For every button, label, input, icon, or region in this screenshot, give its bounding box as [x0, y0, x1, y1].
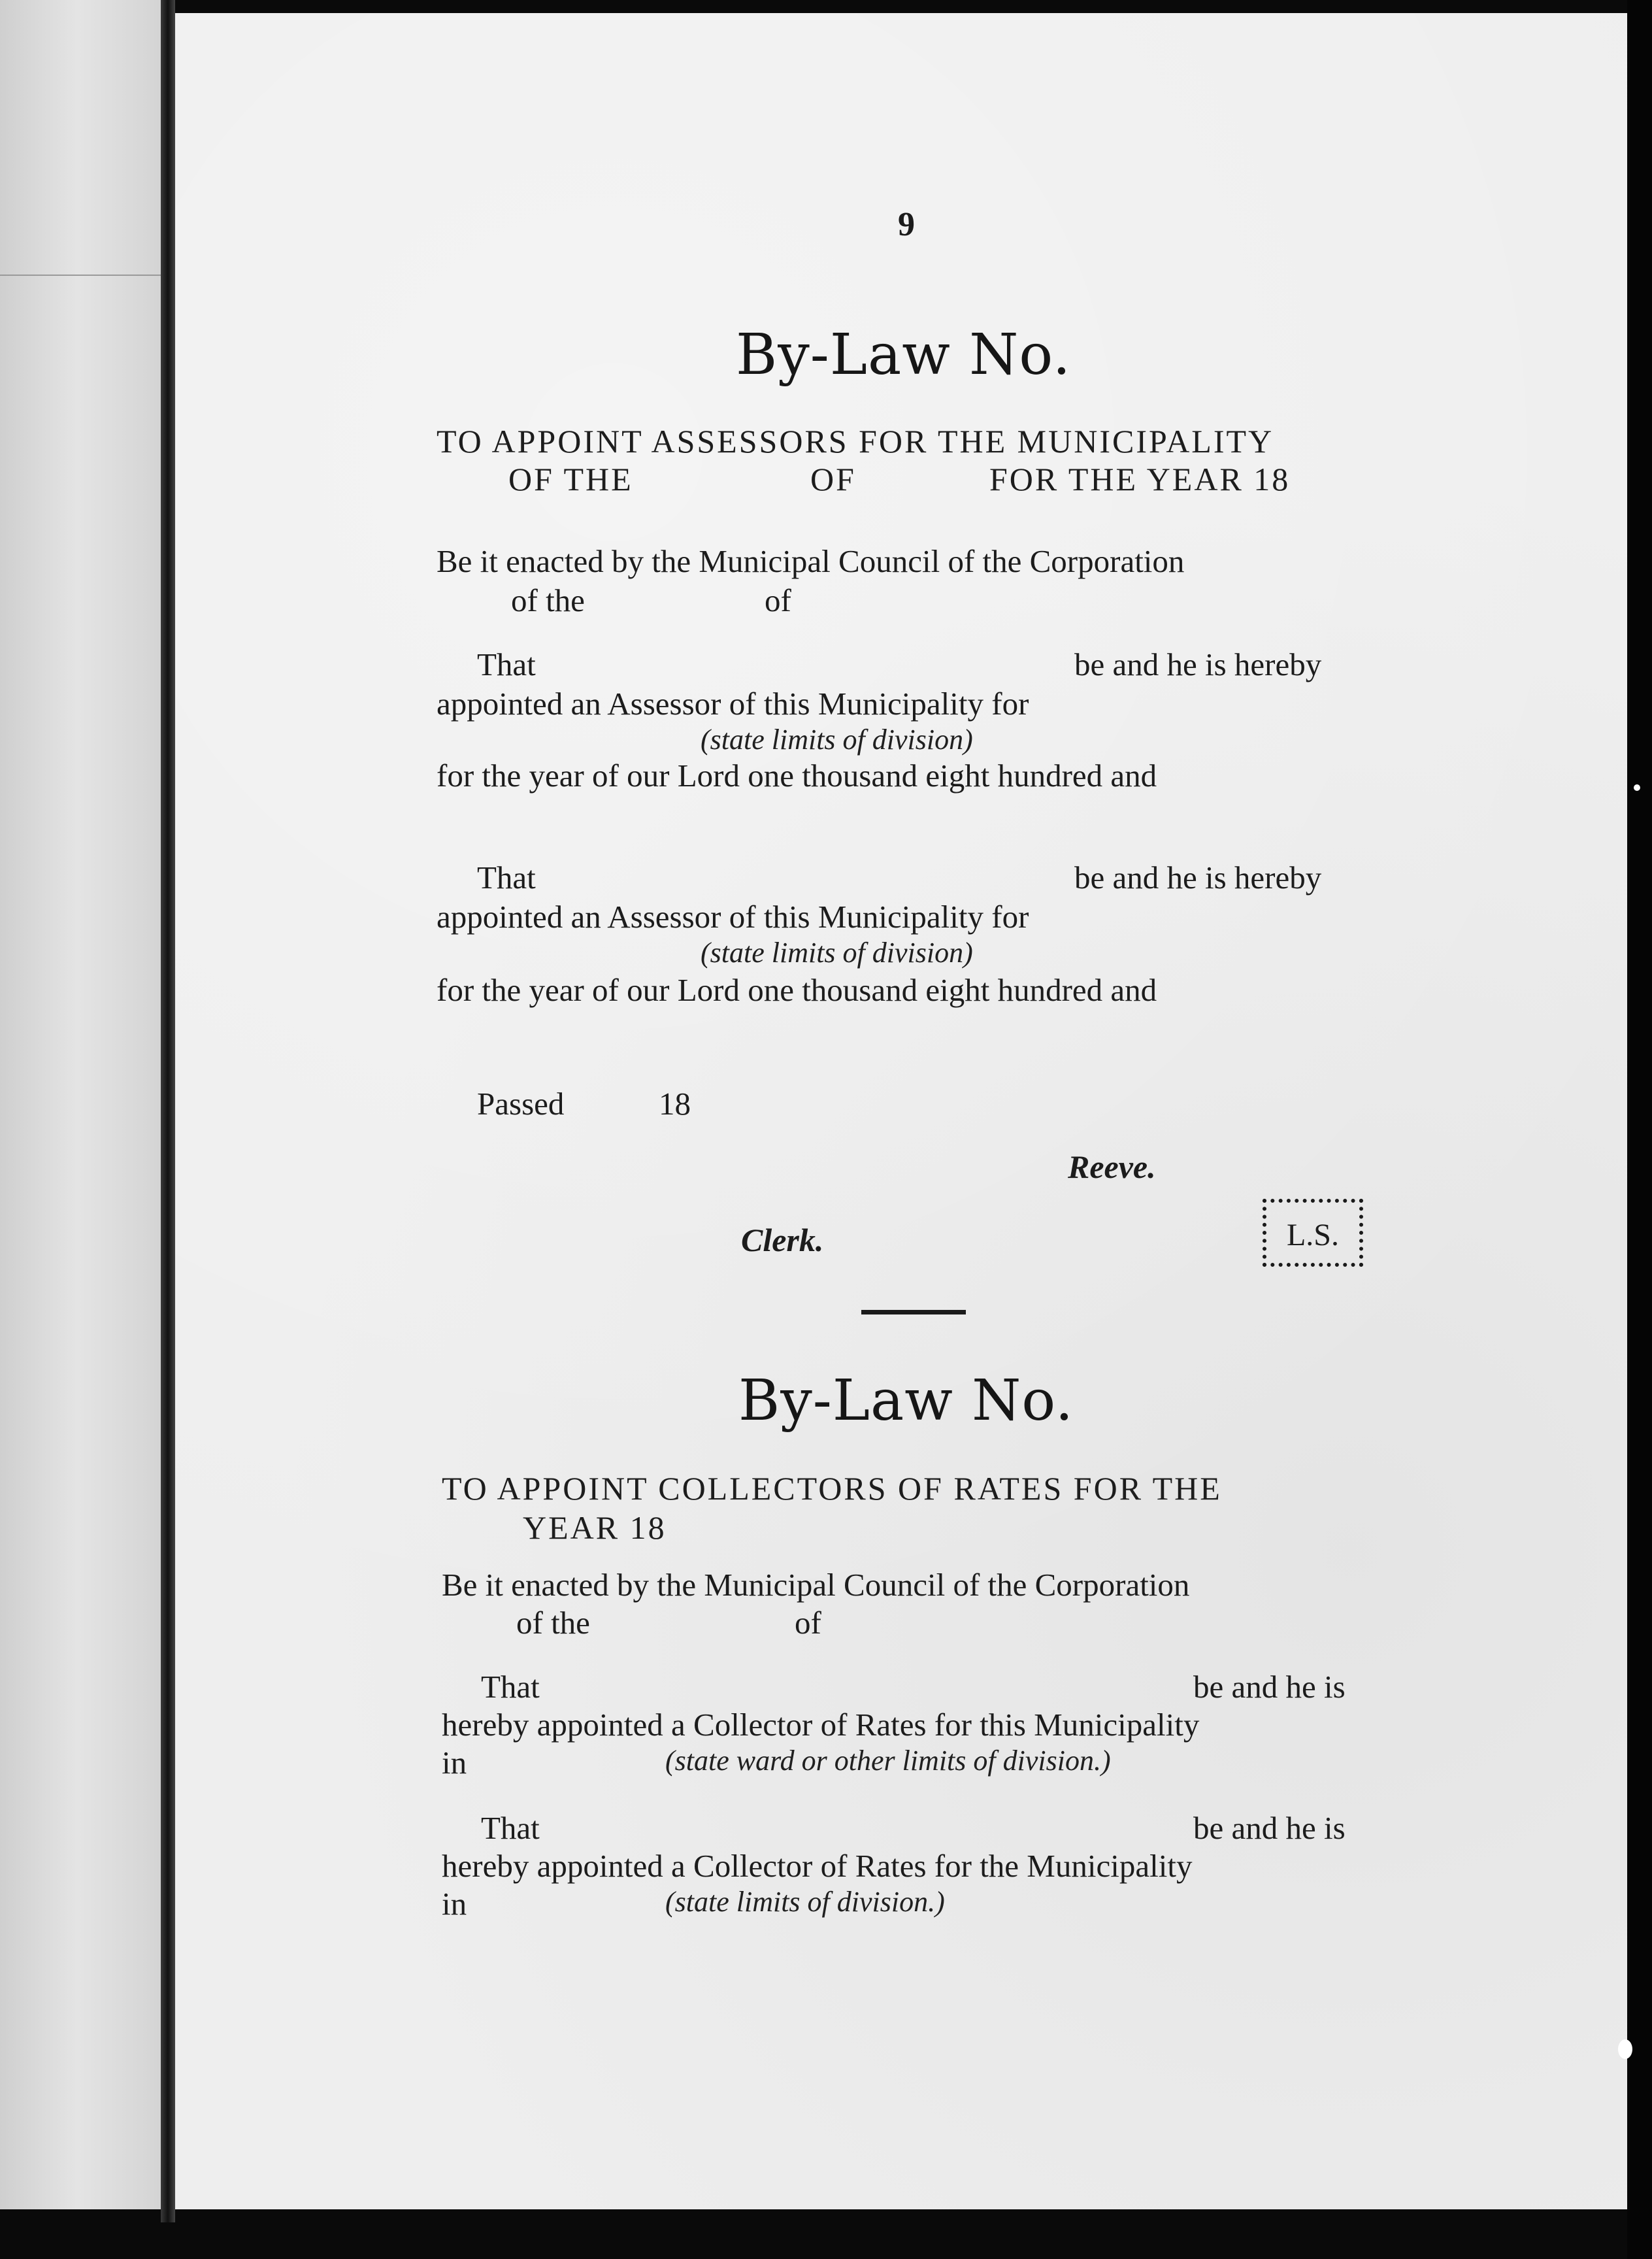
bylaw-assessors-heading: By-Law No. — [736, 322, 1072, 388]
assessor-clause1-note: (state limits of division) — [701, 724, 973, 756]
assessor-clause2-hereby: be and he is hereby — [1074, 860, 1322, 895]
bylaw-collectors-enact-of-the: of the — [516, 1605, 590, 1641]
assessor-clause1-hereby: be and he is hereby — [1074, 646, 1322, 682]
collector-clause1-in: in — [442, 1745, 467, 1781]
bylaw-collectors-heading: By-Law No. — [738, 1368, 1074, 1433]
assessor-clause2-year: for the year of our Lord one thousand eight hundred and — [437, 972, 1157, 1008]
collector-clause2-in: in — [442, 1886, 467, 1922]
assessor-clause1-appointed: appointed an Assessor of this Municipality for — [437, 686, 1029, 722]
passed-year: 18 — [659, 1086, 691, 1122]
assessor-clause2-that: That — [477, 860, 536, 895]
collector-clause1-that: That — [481, 1669, 540, 1705]
collector-clause2-appointed: hereby appointed a Collector of Rates for the Municipality — [442, 1848, 1193, 1884]
bylaw-collectors-title-line1: TO APPOINT COLLECTORS OF RATES FOR THE — [442, 1470, 1222, 1507]
scan-speck — [1618, 2039, 1632, 2059]
collector-clause1-hereby: be and he is — [1193, 1669, 1346, 1705]
bylaw-collectors-enact-of: of — [795, 1605, 821, 1641]
seal-label: L.S. — [1286, 1218, 1339, 1252]
collector-clause1-appointed: hereby appointed a Collector of Rates for this Municipality — [442, 1707, 1200, 1743]
scan-speck — [1634, 784, 1640, 791]
collector-clause2-note: (state limits of division.) — [665, 1886, 945, 1918]
bylaw-assessors-title-line1: TO APPOINT ASSESSORS FOR THE MUNICIPALITY — [437, 423, 1274, 460]
collector-clause2-hereby: be and he is — [1193, 1810, 1346, 1846]
seal-box — [1263, 1199, 1363, 1267]
bylaw-assessors-enact-line1: Be it enacted by the Municipal Council of the Corporation — [437, 543, 1185, 579]
bylaw-assessors-enact-of: of — [765, 582, 791, 618]
collector-clause2-that: That — [481, 1810, 540, 1846]
bylaw-assessors-title-of: OF — [810, 461, 856, 497]
right-scan-border — [1627, 0, 1652, 2259]
reeve-signature-label: Reeve. — [1068, 1148, 1156, 1185]
assessor-clause1-year: for the year of our Lord one thousand eight hundred and — [437, 758, 1157, 794]
bylaw-collectors-title-line2: YEAR 18 — [523, 1509, 667, 1546]
clerk-signature-label: Clerk. — [741, 1222, 824, 1258]
bylaw-assessors-enact-of-the: of the — [511, 582, 585, 618]
assessor-clause2-note: (state limits of division) — [701, 937, 973, 969]
section-divider — [861, 1310, 966, 1314]
binding-gutter — [161, 0, 175, 2222]
bylaw-assessors-title-of-the: OF THE — [508, 461, 633, 497]
page-number: 9 — [898, 206, 915, 243]
assessor-clause2-appointed: appointed an Assessor of this Municipality for — [437, 899, 1029, 935]
passed-label: Passed — [477, 1086, 565, 1122]
assessor-clause1-that: That — [477, 646, 536, 682]
facing-page-edge — [0, 0, 171, 2209]
collector-clause1-note: (state ward or other limits of division.) — [665, 1745, 1111, 1777]
bylaw-assessors-title-year: FOR THE YEAR 18 — [989, 461, 1291, 497]
facing-page-rule — [0, 275, 171, 276]
bylaw-collectors-enact-line1: Be it enacted by the Municipal Council of the Corporation — [442, 1567, 1190, 1603]
